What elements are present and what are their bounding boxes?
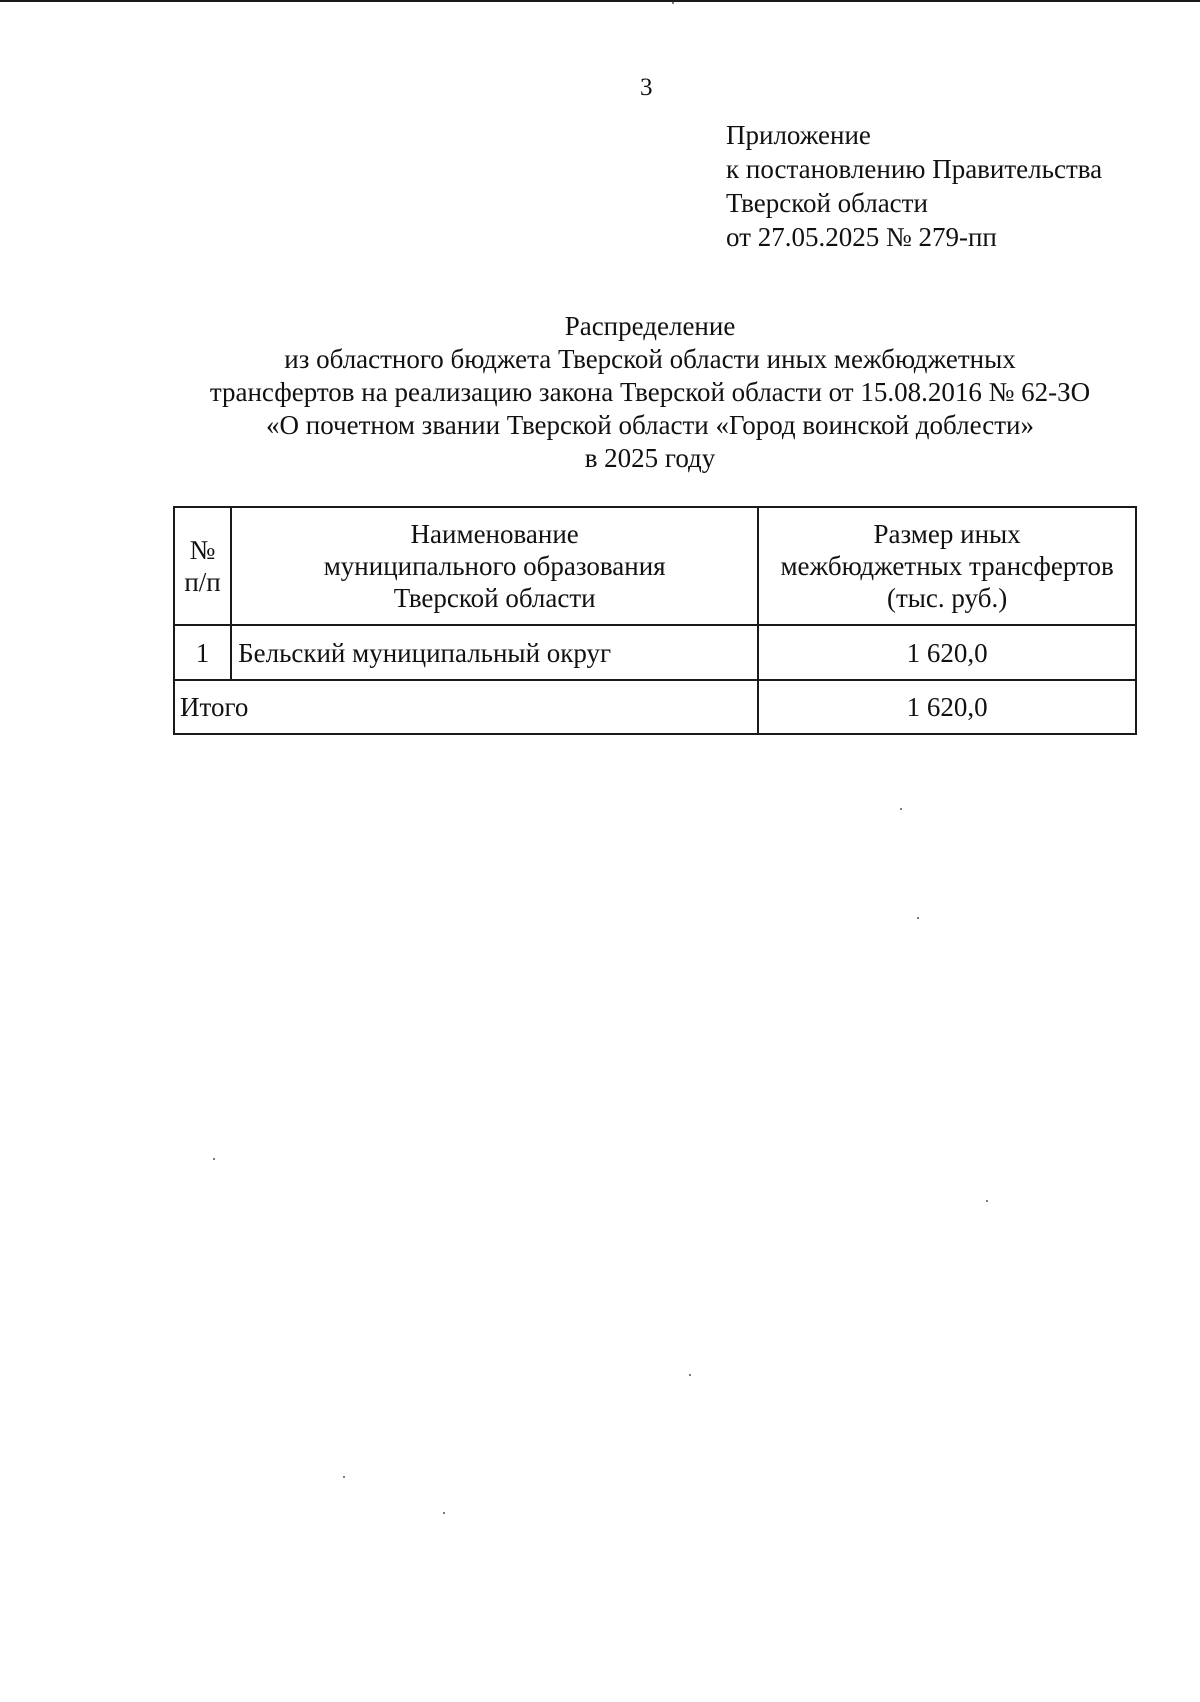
scan-speck [443,1512,445,1514]
table-row [174,625,1136,680]
document-title [150,310,1150,475]
distribution-table [173,506,1137,735]
row-amount: 1 620,0 [758,625,1136,680]
appendix-line: Тверской области [726,188,928,218]
appendix-line: к постановлению Правительства [726,154,1103,184]
header-num: № п/п [174,507,231,625]
page-top-border [0,0,1200,2]
scan-speck [343,1476,345,1478]
scan-speck [917,917,919,919]
title-line: Распределение [564,311,736,341]
row-num: 1 [174,625,231,680]
row-name: Бельский муниципальный округ [231,625,758,680]
header-name: Наименование муниципального образования Тверской области [231,507,758,625]
scan-speck [986,1200,988,1202]
title-line: трансфертов на реализацию закона Тверской области от 15.08.2016 № 62-ЗО [209,377,1091,407]
total-label: Итого [174,680,758,734]
total-amount: 1 620,0 [758,680,1136,734]
appendix-line: Приложение [726,120,871,150]
scan-speck [672,2,674,4]
appendix-line: от 27.05.2025 № 279-пп [726,222,997,252]
scan-speck [689,1374,691,1376]
header-amount: Размер иных межбюджетных трансфертов (тыс. руб.) [758,507,1136,625]
appendix-block [726,118,1102,254]
title-line: «О почетном звании Тверской области «Город воинской доблести» [266,410,1034,440]
page-number: 3 [640,74,653,101]
table-header-row [174,507,1136,625]
table-total-row [174,680,1136,734]
scan-speck [213,1158,215,1160]
title-line: из областного бюджета Тверской области иных межбюджетных [284,344,1016,374]
title-line: в 2025 году [584,443,716,473]
scan-speck [900,808,902,810]
